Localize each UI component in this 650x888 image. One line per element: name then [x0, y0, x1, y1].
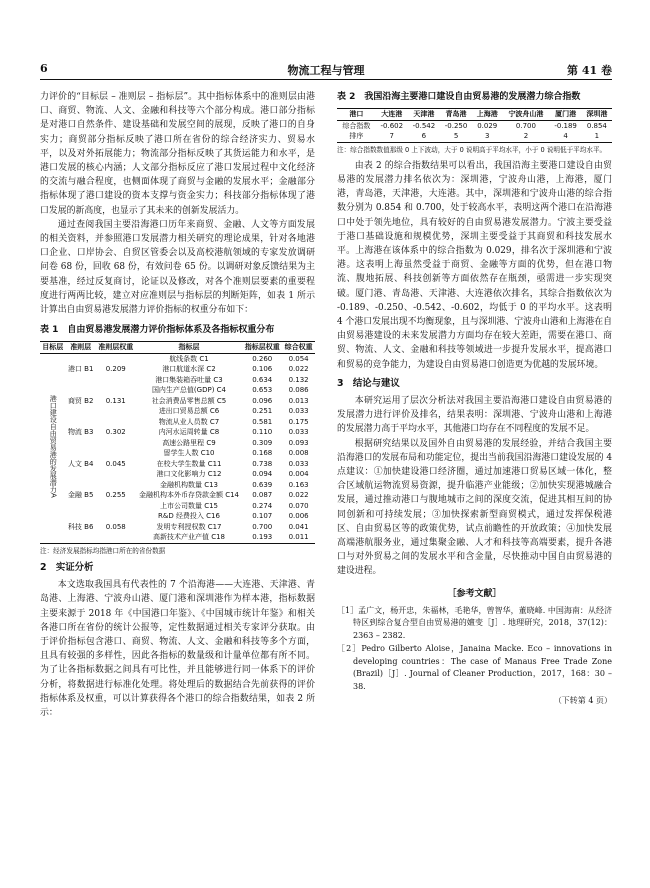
- reference-item: ［2］Pedro Gilberto Aloise，Janaina Macke. Eco – innovations in developing countries：The case of Manaus Free Trade Zone (Brazil)［J］. Journal of Cleaner Production，2017，168：30 – 38.: [337, 644, 612, 691]
- table-note: 注：综合指数数值那级 0 上下波动，大于 0 说明高于平均水平，小于 0 说明低于平均水平。: [337, 145, 607, 154]
- table-row: [337, 120, 612, 131]
- table-header-cell: 准则层权重: [98, 343, 134, 352]
- paragraph: 力评价的“目标层 – 准则层 – 指标层”。其中指标体系中的准则层由港口、商贸、物流、人文、金融和科技等六个部分构成。港口部分指标是对港口自然条件、建设基础和发展空间的展现，反映了港口的自身实力；商贸部分指标反映了港口所在省份的综合经济实力、贸易水平，以及对外拓展能力；物流部分指标反映了其货运能力和水平，是港口发展的核心内涵；人文部分指标反应了港口发展过程中文化经济的交流与融合程度，也侧面体现了商贸与金融的发展水平；金融部分指标体现了港口建设的资本支撑与资金实力；科技部分指标体现了港口发展的新高度，也显示了其未来的创新发展活力。: [40, 92, 315, 216]
- reference-item: ［1］孟广文，杨开忠，朱福林，毛艳华，曾智华，董晓峰. 中国海南：从经济特区到综合复合型自由贸易港的嬗变［J］. 地理研究，2018，37(12)：2363 – 2382.: [337, 605, 612, 640]
- indicator-cell: 进出口贸易总额 C6: [158, 407, 220, 416]
- weight-cell: 0.041: [288, 522, 309, 531]
- table-row: [40, 353, 315, 364]
- table-header-cell: 目标层: [42, 343, 64, 352]
- weight-cell: 0.168: [252, 449, 273, 458]
- table-header-cell: 指标层权重: [244, 343, 280, 352]
- criterion-cell: 商贸 B2: [67, 396, 94, 405]
- table-cell: 0.029: [477, 121, 498, 130]
- criterion-weight-cell: 0.131: [105, 396, 126, 405]
- table-cell: 7: [389, 132, 394, 141]
- weight-cell: 0.011: [288, 533, 309, 542]
- indicator-cell: 高速公路里程 C9: [162, 438, 216, 447]
- table-cell: 排序: [349, 132, 364, 141]
- table-header-cell: 准则层: [70, 343, 92, 352]
- table-row: [40, 385, 315, 396]
- weight-cell: 0.106: [252, 365, 273, 374]
- weight-cell: 0.260: [252, 354, 273, 363]
- paragraph: 本文选取我国具有代表性的 7 个沿海港——大连港、天津港、青岛港、上海港、宁波舟山港、厦门港和深圳港作为样本港，指标数据主要来源于 2018 年《中国港口年鉴》、《中国城市统计年鉴》和相关各港口所在省份的统计公报等，定性数据通过相关专家评分获取。由于评价指标包含港口、商贸、物流、人文、金融和科技等多个方面，且具有较强的多样性，因此各指标的数量级和计量单位都有所不同。为了让各指标数据之间具有可比性，并且能够进行同一体系下的评价分析，将数据进行标准化处理。将处理后的数据结合先前获得的评价指标体系及权重，可以计算获得各个港口的综合指数结果，如表 2 所示：: [40, 580, 315, 718]
- paragraph: 由表 2 的综合指数结果可以看出，我国沿海主要港口建设自由贸易港的发展潜力排名依次为：深圳港，宁波舟山港，上海港，厦门港，青岛港，天津港，大连港。其中，深圳港和宁波舟山港的综合指数分别为 0.854 和 0.700，处于较高水平，表明这两个港口在沿海港口中处于领先地位，具有较好的自由贸易港发展潜力。宁波主要受益于港口基础设施和规模优势，深圳主要受益于其商贸和科技发展水平。上海港在该体系中的综合指数为 0.029，排名次于深圳港和宁波港。这表明上海虽然受益于商贸、金融等方面的优势，但在港口物流、腹地拓展、科技创新等方面依然存在瓶颈，亟需进一步实现突破。厦门港、青岛港、天津港、大连港依次排名，其综合指数依次为 -0.189、-0.250、-0.542、-0.602，均低于 0 的平均水平。这表明 4 个港口发展出现不均衡现象，且与深圳港、宁波舟山港和上海港在自由贸易港建设的未来发展潜力方面均存在较大差距，需要在港口、商贸、物流、人文、金融和科技等领域进一步提升发展水平，提高港口和贸易的竞争能力，为建设自由贸易港口创造更为优越的发展环境。: [337, 160, 612, 370]
- indicator-cell: 发明专利授权数 C17: [156, 522, 222, 531]
- indicator-weight-table: [40, 341, 315, 544]
- weight-cell: 0.309: [252, 438, 273, 447]
- weight-cell: 0.653: [252, 386, 273, 395]
- running-header: [40, 62, 612, 76]
- weight-cell: 0.006: [288, 512, 309, 521]
- table-header-cell: 厦门港: [555, 110, 577, 119]
- section-heading: 3 结论与建议: [337, 377, 400, 389]
- indicator-cell: 社会消费品零售总额 C5: [151, 396, 227, 405]
- weight-cell: 0.086: [288, 386, 309, 395]
- table-cell: 0.854: [586, 121, 607, 130]
- criterion-cell: 科技 B6: [67, 522, 94, 531]
- table-cell: -0.542: [412, 121, 436, 130]
- criterion-weight-cell: 0.302: [105, 428, 126, 437]
- table-cell: 6: [421, 132, 427, 141]
- table-header-row: [40, 342, 315, 354]
- indicator-cell: R&D 经费投入 C16: [158, 512, 220, 521]
- weight-cell: 0.738: [252, 459, 273, 468]
- weight-cell: 0.093: [288, 438, 309, 447]
- table-header-cell: 深圳港: [586, 110, 608, 119]
- weight-cell: 0.634: [252, 375, 273, 384]
- paragraph: 根据研究结果以及国外自由贸易港的发展经验，并结合我国主要沿海港口的发展布局和功能定位，提出当前我国沿海港口建设发展的 4 点建议：①加快建设港口经济圈，通过加速港口贸易区域一体化，整合区域航运物流贸易资源，提升临港产业能级；②加快实现港城融合发展，通过推动港口与腹地城市之间的深度交流，促进其相互间的协同创新和可持续发展；③加快探索新型商贸模式，通过发挥保税港区、自由贸易区等的政策优势，试点前瞻性的开放政策；④加快发展高端港航服务业，通过集聚金融、人才和科技等高端要素，提升各港口与对外贸易之间的发展水平和含金量，尽快推动中国自由贸易港的建设进程。: [337, 438, 612, 577]
- table-header-cell: 上海港: [476, 110, 498, 119]
- table-header-cell: 宁波舟山港: [508, 110, 544, 119]
- weight-cell: 0.022: [288, 491, 309, 500]
- indicator-cell: 物流从业人员数 C7: [158, 417, 220, 426]
- weight-cell: 0.096: [252, 396, 273, 405]
- weight-cell: 0.033: [288, 407, 309, 416]
- table-header-row: [337, 109, 612, 121]
- criterion-cell: 金融 B5: [67, 491, 94, 500]
- table-header-cell: 大连港: [381, 110, 403, 119]
- table-cell: 0.700: [515, 121, 536, 130]
- weight-cell: 0.251: [252, 407, 273, 416]
- paragraph: 本研究运用了层次分析法对我国主要沿海港口建设自由贸易港的发展潜力进行评价及排名，结果表明：深圳港、宁波舟山港和上海港的发展潜力高于平均水平，其他港口均存在不同程度的发展不足。: [337, 395, 612, 435]
- weight-cell: 0.022: [288, 365, 309, 374]
- weight-cell: 0.132: [288, 375, 309, 384]
- weight-cell: 0.033: [288, 459, 309, 468]
- indicator-cell: 国内生产总值(GDP) C4: [151, 386, 227, 395]
- criterion-weight-cell: 0.255: [105, 491, 126, 500]
- references-heading: ［参考文献］: [447, 588, 502, 599]
- weight-cell: 0.193: [252, 533, 273, 542]
- indicator-cell: 金融机构数量 C13: [159, 480, 218, 489]
- table-row: [40, 417, 315, 428]
- criterion-cell: 人文 B4: [67, 459, 94, 468]
- table-row: [40, 480, 315, 491]
- table-cell: 1: [594, 132, 600, 141]
- indicator-cell: 高新技术产业产值 C18: [152, 533, 225, 542]
- table-cell: 3: [485, 132, 490, 141]
- table-caption: 表 1 自由贸易港发展潜力评价指标体系及各指标权重分布: [40, 325, 275, 336]
- target-layer-label: 港口建设自由贸易港的发展潜力A: [49, 395, 58, 499]
- criterion-weight-cell: 0.209: [105, 365, 126, 374]
- weight-cell: 0.107: [252, 512, 273, 521]
- target-layer-cell: [40, 353, 66, 543]
- weight-cell: 0.163: [288, 480, 309, 489]
- weight-cell: 0.070: [288, 501, 309, 510]
- indicator-cell: 上市公司数量 C15: [159, 501, 218, 510]
- weight-cell: 0.087: [252, 491, 273, 500]
- table-cell: 4: [563, 132, 568, 141]
- criterion-cell: 港口 B1: [67, 365, 94, 374]
- table-header-cell: 青岛港: [445, 110, 467, 119]
- table-cell: 综合指数: [342, 121, 371, 130]
- volume-label: 第 41 卷: [567, 64, 612, 77]
- indicator-cell: 航线条数 C1: [169, 354, 209, 363]
- table-header-cell: 港口: [349, 110, 364, 119]
- weight-cell: 0.274: [252, 501, 273, 510]
- weight-cell: 0.054: [288, 354, 309, 363]
- weight-cell: 0.033: [288, 428, 309, 437]
- table-cell: 2: [523, 132, 529, 141]
- table-cell: -0.250: [444, 121, 468, 130]
- table-cell: -0.602: [380, 121, 404, 130]
- weight-cell: 0.004: [288, 470, 309, 479]
- table-header-cell: 天津港: [413, 110, 435, 119]
- indicator-cell: 在校大学生数量 C11: [156, 459, 222, 468]
- weight-cell: 0.700: [252, 522, 273, 531]
- weight-cell: 0.008: [288, 449, 309, 458]
- indicator-cell: 港口航道水深 C2: [162, 365, 216, 374]
- page-number: 6: [40, 62, 48, 75]
- indicator-cell: 内河水运周转量 C8: [158, 428, 220, 437]
- table-header-cell: 指标层: [178, 343, 200, 352]
- indicator-cell: 港口文化影响力 C12: [156, 470, 222, 479]
- criterion-weight-cell: 0.045: [105, 459, 126, 468]
- indicator-cell: 港口集装箱吞吐量 C3: [155, 375, 223, 384]
- table-row: [40, 448, 315, 459]
- weight-cell: 0.639: [252, 480, 273, 489]
- continued-note: （下转第 4 页）: [553, 696, 612, 706]
- weight-cell: 0.581: [252, 417, 273, 426]
- weight-cell: 0.175: [288, 417, 309, 426]
- table-cell: -0.189: [554, 121, 577, 130]
- table-row: [40, 511, 315, 522]
- indicator-cell: 金融机构本外币存贷款金额 C14: [138, 491, 239, 500]
- table-body: [40, 353, 315, 543]
- table-note: 注：经济发展指标均指港口所在的省份数据: [40, 546, 166, 555]
- composite-index-table: [337, 108, 612, 143]
- header-rule: [40, 79, 612, 80]
- table-header-cell: 综合权重: [284, 343, 313, 352]
- left-column: [40, 90, 315, 720]
- table-row: [337, 131, 612, 142]
- table-cell: 5: [453, 132, 459, 141]
- weight-cell: 0.110: [252, 428, 273, 437]
- criterion-weight-cell: 0.058: [105, 522, 126, 531]
- paragraph: 通过查阅我国主要沿海港口历年来商贸、金融、人文等方面发展的相关资料，并参照港口发展潜力相关研究的理论成果，针对各地港口企业、口岸协会、自贸区管委会以及高校港航领域的专家发放调研问卷 68 份，回收 68 份，有效问卷 65 份。以调研对象反馈结果为主要基准，经过反复商讨，论证以及修改，对各个准则层要素的重要程度进行两两比较，建立对应准则层与指标层的判断矩阵，如表 1 所示计算出自由贸易港发展潜力评价指标的权重分布如下：: [40, 219, 315, 316]
- right-column: [337, 90, 612, 709]
- weight-cell: 0.013: [288, 396, 309, 405]
- table-caption: 表 2 我国沿海主要港口建设自由贸易港的发展潜力综合指数: [337, 92, 581, 102]
- journal-title: 物流工程与管理: [287, 64, 365, 77]
- weight-cell: 0.094: [252, 470, 273, 479]
- indicator-cell: 留学生人数 C10: [163, 449, 215, 458]
- criterion-cell: 物流 B3: [67, 428, 94, 437]
- section-heading: 2 实证分析: [40, 561, 94, 573]
